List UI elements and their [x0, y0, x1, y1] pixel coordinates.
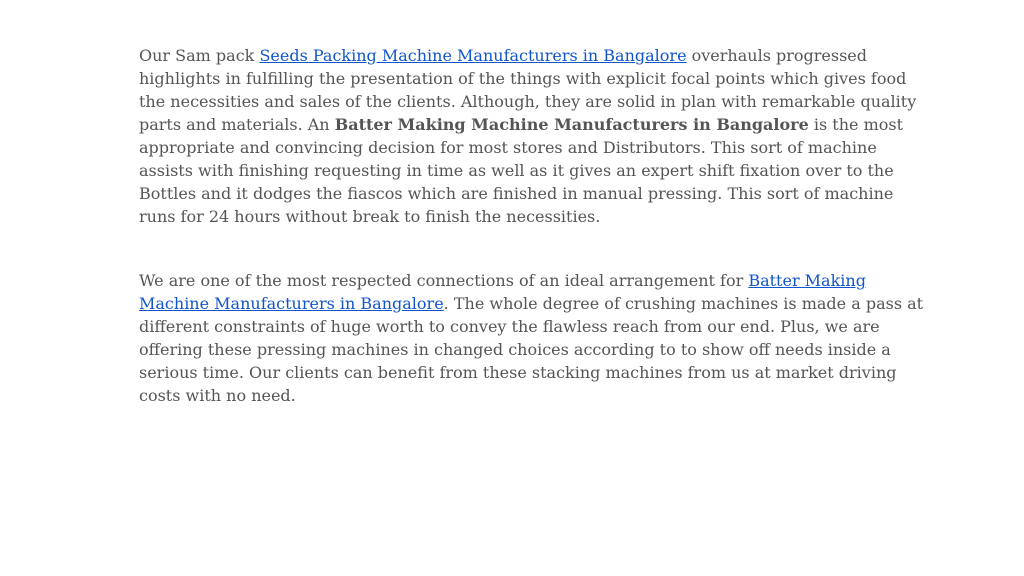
document-body [139, 44, 929, 407]
paragraph-1-body: overhauls progressed highlights in fulfilling the presentation of the things with explicit focal points which gives food the necessities and sales of the clients. Although, they are solid in plan with remarkable quality parts and materials. An [139, 46, 917, 134]
paragraph-2 [139, 269, 929, 407]
paragraph-1 [139, 44, 929, 228]
batter-making-machine-link[interactable]: Batter Making Machine Manufacturers in Bangalore [139, 271, 866, 313]
paragraph-1-intro: Our Sam pack [139, 46, 260, 65]
paragraph-2-intro: We are one of the most respected connections of an ideal arrangement for [139, 271, 749, 290]
batter-making-machine-bold: Batter Making Machine Manufacturers in Bangalore [334, 115, 809, 134]
seeds-packing-machine-link[interactable]: Seeds Packing Machine Manufacturers in Bangalore [259, 46, 687, 65]
paragraph-2-body: . The whole degree of crushing machines is made a pass at different constraints of huge worth to convey the flawless reach from our end. Plus, we are offering these pressing machines in changed choices according to to show off needs inside a serious time. Our clients can benefit from these stacking machines from us at market driving costs with no need. [139, 294, 924, 405]
paragraph-1-tail: is the most appropriate and convincing decision for most stores and Distributors. This sort of machine assists with finishing requesting in time as well as it gives an expert shift fixation over to the Bottles and it dodges the fiascos which are finished in manual pressing. This sort of machine runs for 24 hours without break to finish the necessities. [139, 115, 904, 226]
